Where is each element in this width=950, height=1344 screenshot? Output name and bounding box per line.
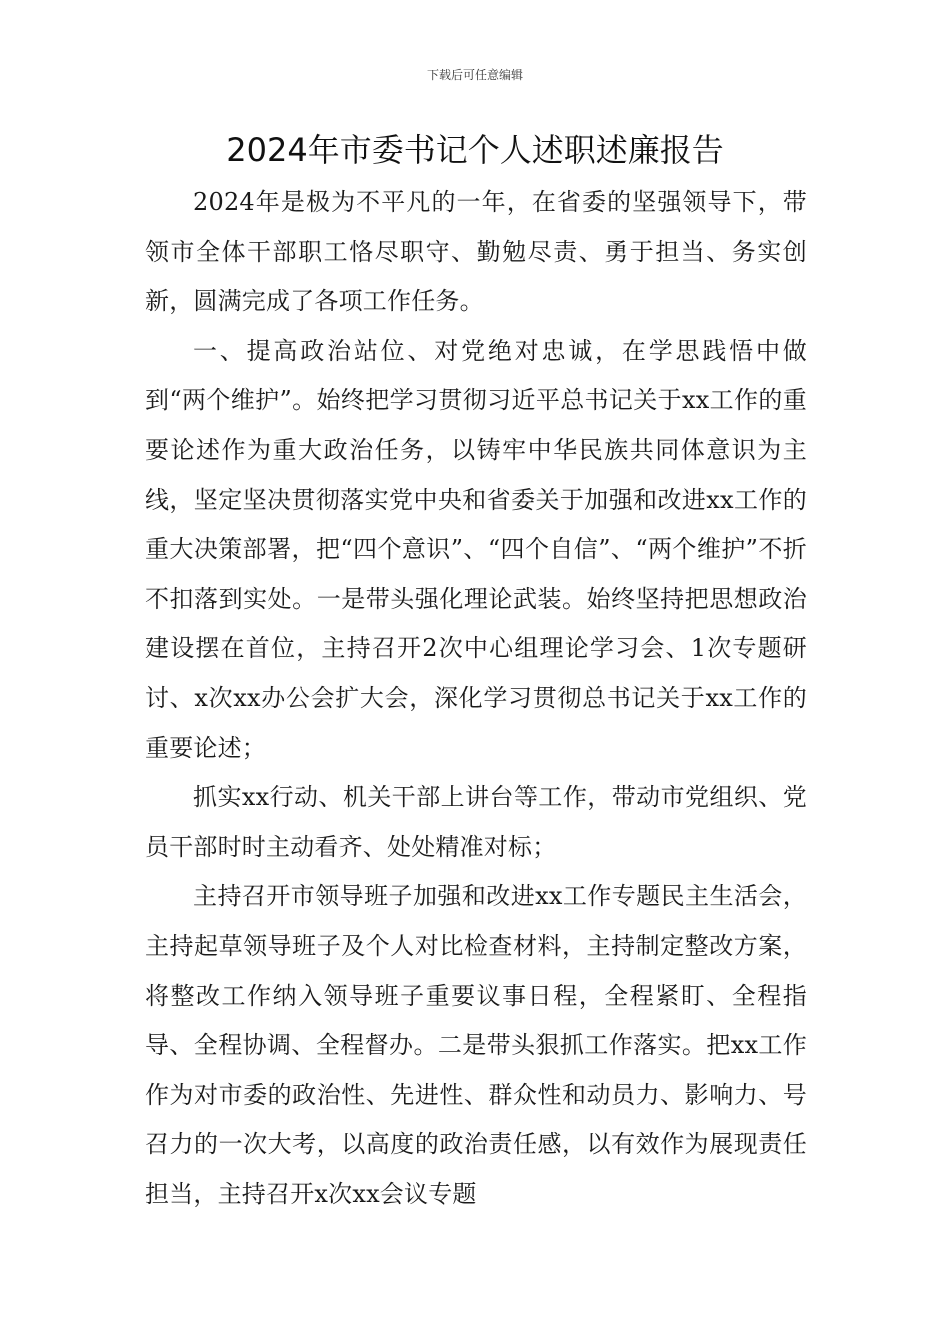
paragraph-action: 抓实xx行动、机关干部上讲台等工作，带动市党组织、党员干部时时主动看齐、处处精准对标； <box>145 783 807 861</box>
document-body <box>145 178 807 1219</box>
paragraph-meeting: 主持召开市领导班子加强和改进xx工作专题民主生活会，主持起草领导班子及个人对比检查材料，主持制定整改方案，将整改工作纳入领导班子重要议事日程，全程紧盯、全程指导、全程协调、全程督办。二是带头狠抓工作落实。把xx工作作为对市委的政治性、先进性、群众性和动员力、影响力、号召力的一次大考，以高度的政治责任感，以有效作为展现责任担当，主持召开x次xx会议专题 <box>145 882 807 1208</box>
paragraph-section-one: 一、提高政治站位、对党绝对忠诚，在学思践悟中做到“两个维护”。始终把学习贯彻习近平总书记关于xx工作的重要论述作为重大政治任务，以铸牢中华民族共同体意识为主线，坚定坚决贯彻落实党中央和省委关于加强和改进xx工作的重大决策部署，把“四个意识”、“四个自信”、“两个维护”不折不扣落到实处。一是带头强化理论武装。始终坚持把思想政治建设摆在首位，主持召开2次中心组理论学习会、1次专题研讨、x次xx办公会扩大会，深化学习贯彻总书记关于xx工作的重要论述； <box>145 336 807 762</box>
header-note: 下载后可任意编辑 <box>426 68 523 82</box>
paragraph-intro: 2024年是极为不平凡的一年，在省委的坚强领导下，带领市全体干部职工恪尽职守、勤勉尽责、勇于担当、务实创新，圆满完成了各项工作任务。 <box>145 188 807 316</box>
document-title: 2024年市委书记个人述职述廉报告 <box>226 131 724 169</box>
